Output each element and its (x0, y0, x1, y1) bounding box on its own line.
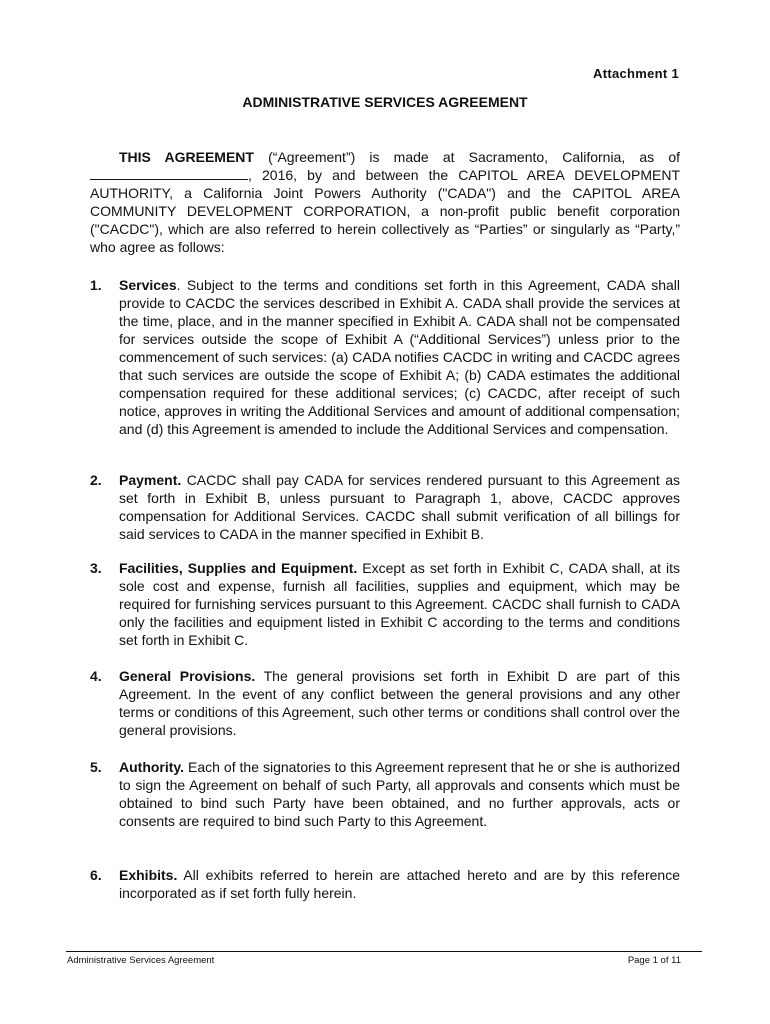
section-number: 5. (90, 759, 102, 775)
section-heading: General Provisions. (119, 668, 256, 684)
section-services (90, 276, 680, 438)
section-payment (90, 471, 680, 543)
section-text: All exhibits referred to herein are attached hereto and are by this reference incorporated as if set forth fully herein. (119, 867, 680, 901)
section-exhibits (90, 866, 680, 902)
section-heading: Authority. (119, 759, 185, 775)
intro-text-part2: , 2016, by and between the CAPITOL AREA DEVELOPMENT AUTHORITY, a California Joint Powers Authority ("CADA") and the CAPITOL AREA COMMUNITY DEVELOPMENT CORPORATION, a non-profit public benefit corporation ("CACDC"), which are also referred to herein collectively as “Parties” or singularly as “Party,” who agree as follows: (90, 167, 680, 255)
section-text: CACDC shall pay CADA for services rendered pursuant to this Agreement as set forth in Exhibit B, unless pursuant to Paragraph 1, above, CACDC approves compensation for Additional Services. CACDC shall submit verification of all billings for said services to CADA in the manner specified in Exhibit B. (119, 472, 680, 542)
section-heading: Services (119, 277, 177, 293)
section-number: 4. (90, 668, 102, 684)
intro-lead: THIS AGREEMENT (119, 149, 254, 165)
section-heading: Facilities, Supplies and Equipment. (119, 560, 358, 576)
section-heading: Payment. (119, 472, 182, 488)
date-blank-line (90, 167, 248, 180)
footer-divider (66, 951, 702, 952)
section-text: . Subject to the terms and conditions set forth in this Agreement, CADA shall provide to CACDC the services described in Exhibit A. CADA shall provide the services at the time, place, and in the manner specified in Exhibit A. CADA shall not be compensated for services outside the scope of Exhibit A (“Additional Services”) unless prior to the commencement of such services: (a) CADA notifies CACDC in writing and CACDC agrees that such services are outside the scope of Exhibit A; (b) CADA estimates the additional compensation required for these additional services; (c) CACDC, after receipt of such notice, approves in writing the Additional Services and amount of additional compensation; and (d) this Agreement is amended to include the Additional Services and compensation. (119, 277, 680, 437)
attachment-label: Attachment 1 (593, 66, 679, 81)
intro-text-part1: (“Agreement”) is made at Sacramento, California, as of (253, 149, 680, 165)
footer-page-number: Page 1 of 11 (627, 955, 681, 966)
section-text: Each of the signatories to this Agreement represent that he or she is authorized to sign the Agreement on behalf of such Party, all approvals and consents which must be obtained to bind such Party have been obtained, and no further approvals, acts or consents are required to bind such Party to this Agreement. (119, 759, 680, 829)
section-authority (90, 758, 680, 830)
section-number: 1. (90, 277, 102, 293)
section-heading: Exhibits. (119, 867, 178, 883)
section-number: 3. (90, 560, 102, 576)
section-facilities (90, 559, 680, 649)
section-number: 2. (90, 472, 102, 488)
intro-paragraph (90, 148, 680, 256)
section-general-provisions (90, 667, 680, 739)
footer-document-name: Administrative Services Agreement (67, 955, 215, 966)
section-text: The general provisions set forth in Exhibit D are part of this Agreement. In the event of any conflict between the general provisions and any other terms or conditions of this Agreement, such other terms or conditions shall control over the general provisions. (119, 668, 680, 738)
section-number: 6. (90, 867, 102, 883)
document-title: ADMINISTRATIVE SERVICES AGREEMENT (242, 94, 528, 110)
section-text: Except as set forth in Exhibit C, CADA shall, at its sole cost and expense, furnish all facilities, supplies and equipment, which may be required for furnishing services pursuant to this Agreement. CACDC shall furnish to CADA only the facilities and equipment listed in Exhibit C according to the terms and conditions set forth in Exhibit C. (119, 560, 680, 648)
